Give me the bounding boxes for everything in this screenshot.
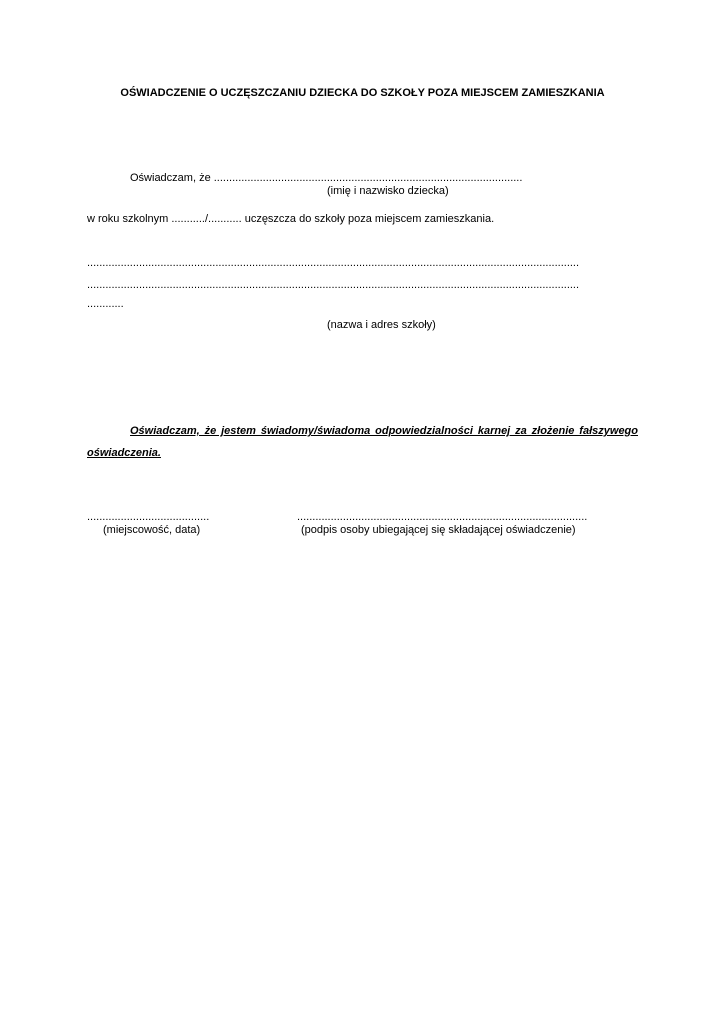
signature-dots: ............................................................................................... bbox=[297, 511, 588, 523]
school-year-line: w roku szkolnym .........../........... uczęszcza do szkoły poza miejscem zamieszkania. bbox=[87, 213, 495, 225]
place-date-caption: (miejscowość, data) bbox=[103, 524, 201, 536]
declaration-statement: Oświadczam, że jestem świadomy/świadoma odpowiedzialności karnej za złożenie fałszywego oświadczenia. bbox=[87, 425, 638, 459]
child-name-caption: (imię i nazwisko dziecka) bbox=[327, 185, 449, 197]
place-date-dots: ........................................ bbox=[87, 511, 210, 523]
child-name-line: Oświadczam, że ..................................................................................................... bbox=[130, 172, 523, 184]
school-caption: (nazwa i adres szkoły) bbox=[327, 319, 436, 331]
school-dots-line-a: ................................................................................................................................................................. bbox=[87, 257, 580, 269]
school-dots-line-b: ................................................................................................................................................................. bbox=[87, 279, 580, 291]
signature-caption: (podpis osoby ubiegającej się składającej oświadczenie) bbox=[301, 524, 576, 536]
document-title: OŚWIADCZENIE O UCZĘSZCZANIU DZIECKA DO SZKOŁY POZA MIEJSCEM ZAMIESZKANIA bbox=[120, 87, 605, 99]
school-dots-line-c: ............ bbox=[87, 298, 124, 310]
